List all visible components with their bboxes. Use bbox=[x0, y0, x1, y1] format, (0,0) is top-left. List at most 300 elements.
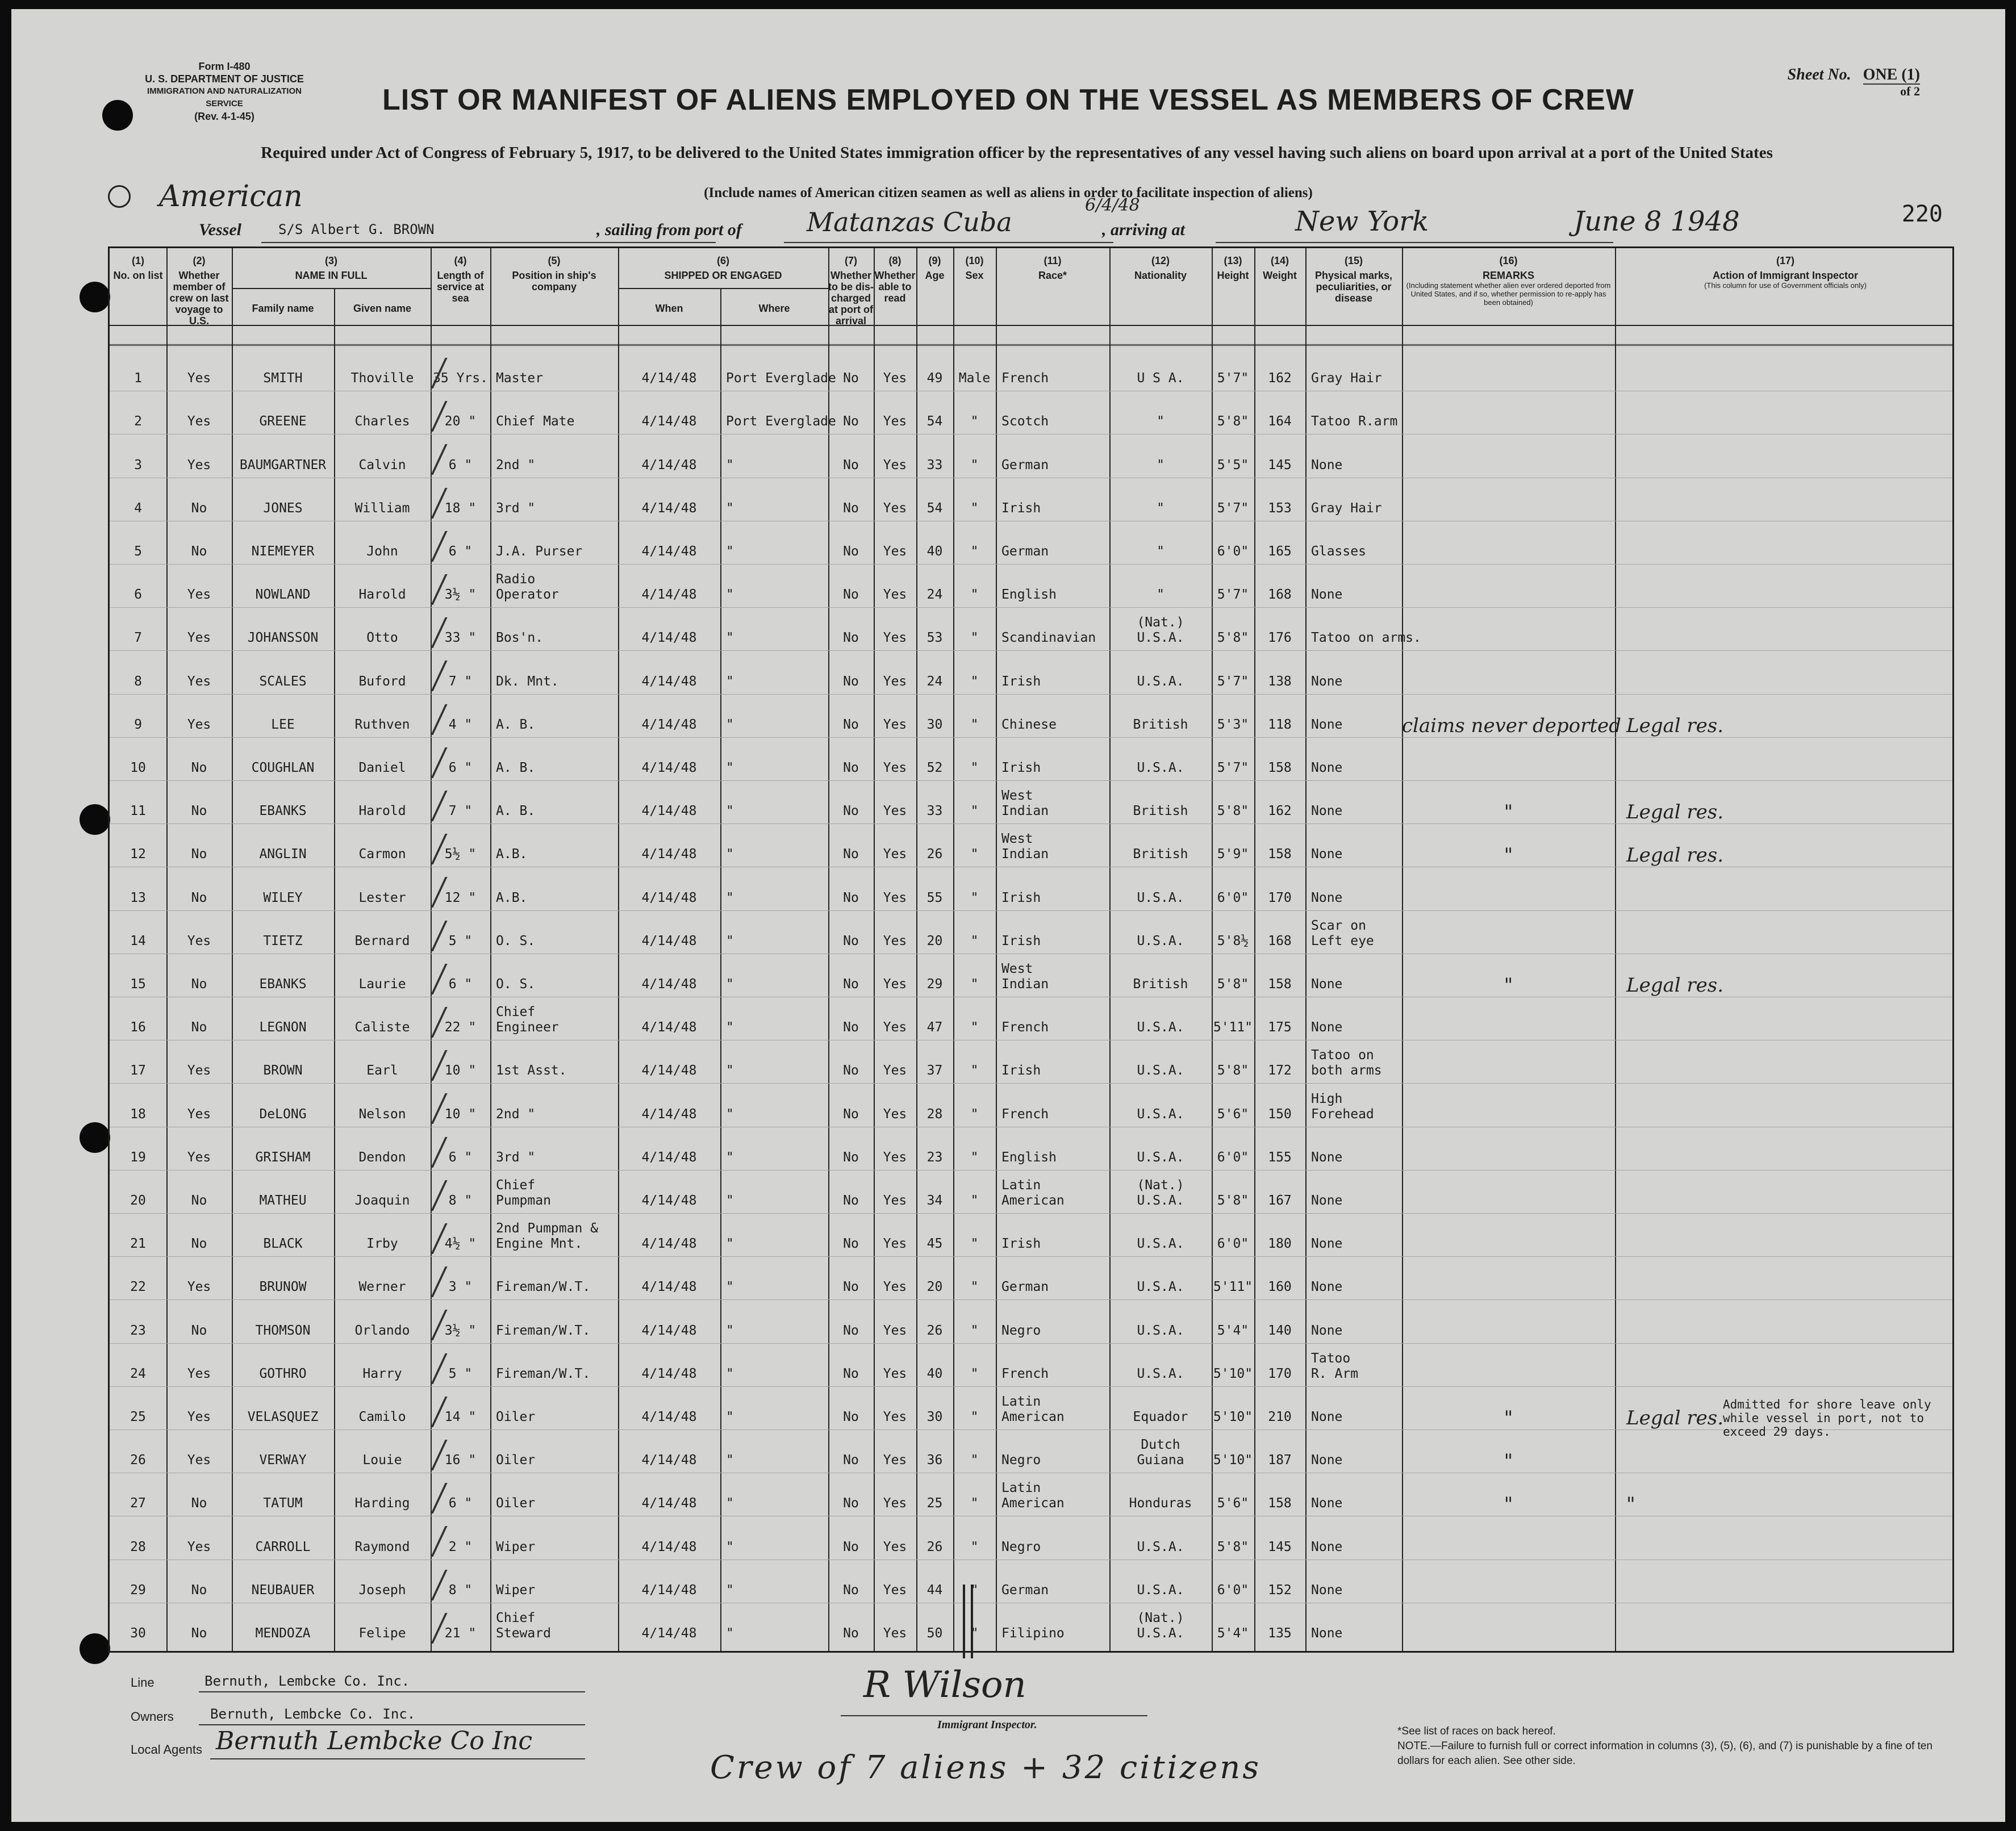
cell-height: 5'3" bbox=[1217, 717, 1249, 732]
cell-family: JONES bbox=[263, 500, 303, 516]
cell-where: " bbox=[726, 1626, 734, 1641]
cell-nat: U.S.A. bbox=[1137, 890, 1184, 905]
row-rule bbox=[110, 910, 1952, 911]
cell-weight: 158 bbox=[1268, 760, 1292, 775]
cell-age: 37 bbox=[926, 1063, 943, 1078]
cell-weight: 162 bbox=[1268, 371, 1292, 386]
cell-disch: No bbox=[843, 1063, 859, 1078]
cell-position: 2nd " bbox=[496, 457, 536, 473]
cell-no: 5 bbox=[134, 544, 142, 559]
column-header-c17 bbox=[1615, 255, 1956, 290]
cell-where: " bbox=[726, 1149, 734, 1165]
cell-sex: " bbox=[970, 414, 979, 429]
cell-where: " bbox=[726, 1323, 734, 1338]
cell-no: 13 bbox=[130, 890, 146, 905]
cell-no: 1 bbox=[134, 371, 142, 386]
cell-age: 54 bbox=[926, 500, 943, 516]
column-divider bbox=[1402, 248, 1403, 1651]
cell-given: Harold bbox=[358, 587, 406, 603]
cell-sex: " bbox=[970, 630, 979, 646]
cell-age: 24 bbox=[926, 587, 943, 603]
binder-hole bbox=[80, 1633, 110, 1664]
line-label: Line bbox=[131, 1675, 155, 1690]
cell-when: 4/14/48 bbox=[641, 1280, 697, 1295]
port-from: Matanzas Cuba bbox=[807, 207, 1012, 237]
cell-disch: No bbox=[843, 1453, 859, 1468]
cell-nat: U.S.A. bbox=[1137, 674, 1184, 689]
cell-no: 26 bbox=[130, 1453, 146, 1468]
cell-marks: None bbox=[1311, 1236, 1343, 1252]
cell-given: Buford bbox=[358, 674, 406, 689]
cell-given: Daniel bbox=[358, 760, 406, 775]
cell-remarks: " bbox=[1504, 1493, 1513, 1516]
cell-position: Fireman/W.T. bbox=[496, 1323, 591, 1338]
cell-weight: 170 bbox=[1268, 1366, 1292, 1381]
cell-no: 28 bbox=[130, 1539, 146, 1554]
cell-height: 5'10" bbox=[1213, 1410, 1253, 1424]
column-number: (12) bbox=[1151, 255, 1170, 266]
cell-race: Negro bbox=[1001, 1453, 1041, 1468]
column-number: (15) bbox=[1344, 255, 1363, 266]
column-label: Age bbox=[925, 270, 945, 281]
cell-age: 30 bbox=[926, 1410, 943, 1424]
column-sublabel-given: Given name bbox=[353, 303, 412, 314]
line-underline bbox=[199, 1691, 585, 1692]
cell-position: A. B. bbox=[496, 804, 536, 819]
cell-read: Yes bbox=[883, 1193, 907, 1208]
cell-position: Dk. Mnt. bbox=[496, 674, 559, 689]
cell-when: 4/14/48 bbox=[641, 760, 697, 775]
cell-where: " bbox=[726, 1582, 734, 1598]
cell-no: 7 bbox=[134, 630, 142, 646]
cell-family: NOWLAND bbox=[255, 587, 311, 603]
cell-service: 35 Yrs. bbox=[433, 371, 488, 386]
cell-race: German bbox=[1001, 1280, 1049, 1295]
cell-marks: None bbox=[1311, 587, 1343, 603]
cell-marks: None bbox=[1311, 1582, 1343, 1598]
cell-given: Irby bbox=[366, 1236, 398, 1252]
cell-no: 29 bbox=[130, 1582, 146, 1598]
cell-when: 4/14/48 bbox=[641, 1582, 697, 1598]
cell-height: 5'7" bbox=[1217, 371, 1249, 386]
cell-weight: 158 bbox=[1268, 977, 1292, 992]
port-to: New York bbox=[1295, 206, 1429, 237]
cell-service: 33 " bbox=[444, 630, 477, 646]
cell-weight: 175 bbox=[1268, 1020, 1292, 1035]
cell-marks: Gray Hair bbox=[1311, 500, 1382, 516]
column-number: (16) bbox=[1499, 255, 1518, 266]
cell-height: 5'8" bbox=[1217, 977, 1249, 992]
cell-read: Yes bbox=[883, 414, 907, 429]
cell-nat: U.S.A. bbox=[1137, 1366, 1184, 1381]
page-subtitle-note: (Include names of American citizen seamen as well as aliens in order to facilitate inspection of aliens) bbox=[704, 185, 1313, 200]
cell-given: Felipe bbox=[358, 1626, 406, 1641]
row-rule bbox=[110, 1386, 1952, 1387]
cell-marks: None bbox=[1311, 717, 1343, 732]
cell-height: 5'6" bbox=[1217, 1496, 1249, 1511]
cell-sex: " bbox=[970, 933, 979, 948]
cell-service: 5 " bbox=[448, 1366, 473, 1381]
column-divider bbox=[1305, 248, 1307, 1651]
agents-value: Bernuth Lembcke Co Inc bbox=[216, 1727, 533, 1755]
cell-family: TIETZ bbox=[263, 933, 303, 948]
cell-disch: No bbox=[843, 1280, 859, 1295]
cell-age: 24 bbox=[926, 674, 943, 689]
cell-no: 20 bbox=[130, 1193, 146, 1208]
cell-weight: 164 bbox=[1268, 414, 1292, 429]
cell-race: German bbox=[1001, 1582, 1049, 1598]
cell-age: 20 bbox=[926, 1280, 943, 1295]
cell-marks: None bbox=[1311, 1453, 1343, 1468]
cell-given: Calvin bbox=[358, 457, 406, 473]
cell-service: 6 " bbox=[448, 544, 473, 559]
cell-height: 5'8" bbox=[1217, 1063, 1249, 1078]
column-header-c2 bbox=[166, 255, 232, 327]
cell-nat: U.S.A. bbox=[1137, 1063, 1184, 1078]
cell-service: 3½ " bbox=[444, 1323, 477, 1338]
column-divider bbox=[996, 248, 997, 1651]
column-header-c15 bbox=[1305, 255, 1402, 304]
cell-read: Yes bbox=[883, 1149, 907, 1165]
service-name: IMMIGRATION AND NATURALIZATION SERVICE bbox=[147, 86, 302, 108]
cell-race: Scotch bbox=[1001, 414, 1049, 429]
column-header-c6 bbox=[618, 255, 828, 281]
cell-disch: No bbox=[843, 890, 859, 905]
cell-given: William bbox=[354, 500, 410, 516]
column-label: Whether member of crew on last voyage to U.S. bbox=[169, 270, 229, 327]
cell-race: West Indian bbox=[1001, 831, 1049, 862]
cell-family: JOHANSSON bbox=[247, 630, 319, 646]
owners-label: Owners bbox=[131, 1709, 174, 1724]
cell-sex: " bbox=[970, 717, 979, 732]
revision: (Rev. 4-1-45) bbox=[194, 111, 254, 122]
crew-count-note: Crew of 7 aliens + 32 citizens bbox=[710, 1749, 1262, 1786]
cell-nat: U.S.A. bbox=[1137, 1582, 1184, 1598]
cell-family: EBANKS bbox=[259, 804, 307, 819]
cell-weight: 210 bbox=[1268, 1410, 1292, 1424]
cell-position: J.A. Purser bbox=[496, 544, 583, 559]
cell-when: 4/14/48 bbox=[641, 804, 697, 819]
cell-sex: " bbox=[970, 1063, 979, 1078]
cell-read: Yes bbox=[883, 544, 907, 559]
column-header-c7 bbox=[828, 255, 874, 327]
cell-sex: " bbox=[970, 1193, 979, 1208]
cell-last: No bbox=[191, 500, 207, 516]
row-rule bbox=[110, 1429, 1952, 1430]
cell-no: 16 bbox=[130, 1020, 146, 1035]
cell-marks: High Forehead bbox=[1311, 1091, 1374, 1122]
cell-sex: " bbox=[970, 1496, 979, 1511]
cell-remarks: claims never deported bbox=[1402, 714, 1621, 737]
cell-disch: No bbox=[843, 1106, 859, 1122]
cell-last: Yes bbox=[187, 1539, 211, 1554]
cell-height: 6'0" bbox=[1217, 544, 1249, 559]
cell-marks: None bbox=[1311, 457, 1343, 473]
cell-when: 4/14/48 bbox=[641, 1063, 697, 1078]
cell-age: 36 bbox=[926, 1453, 943, 1468]
cell-marks: None bbox=[1311, 890, 1343, 905]
cell-service: 7 " bbox=[448, 674, 473, 689]
cell-age: 53 bbox=[926, 630, 943, 646]
cell-sex: " bbox=[970, 1323, 979, 1338]
cell-marks: Tatoo R.arm bbox=[1311, 414, 1398, 429]
cell-race: Irish bbox=[1001, 933, 1041, 948]
cell-race: English bbox=[1001, 1149, 1057, 1165]
column-sublabel-family: Family name bbox=[252, 303, 314, 314]
cell-marks: None bbox=[1311, 977, 1343, 992]
binder-hole bbox=[80, 282, 110, 312]
cell-height: 5'7" bbox=[1217, 674, 1249, 689]
cell-when: 4/14/48 bbox=[641, 847, 697, 862]
cell-family: ANGLIN bbox=[259, 847, 307, 862]
cell-action: Legal res. bbox=[1626, 1407, 1724, 1429]
column-number: (5) bbox=[548, 255, 561, 266]
cell-given: Lester bbox=[358, 890, 406, 905]
cell-age: 20 bbox=[926, 933, 943, 948]
cell-last: No bbox=[191, 544, 207, 559]
cell-family: MATHEU bbox=[259, 1193, 307, 1208]
cell-when: 4/14/48 bbox=[641, 371, 697, 386]
cell-marks: Gray Hair bbox=[1311, 371, 1382, 386]
page-number: 220 bbox=[1901, 201, 1943, 227]
cell-position: Wiper bbox=[496, 1539, 536, 1554]
cell-no: 14 bbox=[130, 933, 146, 948]
cell-sex: " bbox=[970, 1539, 979, 1554]
cell-age: 26 bbox=[926, 1323, 943, 1338]
cell-weight: 150 bbox=[1268, 1106, 1292, 1122]
cell-weight: 145 bbox=[1268, 1539, 1292, 1554]
cell-age: 23 bbox=[926, 1149, 943, 1165]
cell-position: O. S. bbox=[496, 933, 536, 948]
column-header-c11 bbox=[996, 255, 1109, 281]
cell-family: NIEMEYER bbox=[251, 544, 315, 559]
column-label: Height bbox=[1217, 270, 1249, 281]
inspector-label: Immigrant Inspector. bbox=[937, 1719, 1037, 1731]
cell-weight: 176 bbox=[1268, 630, 1292, 646]
cell-disch: No bbox=[843, 500, 859, 516]
cell-position: Wiper bbox=[496, 1582, 536, 1598]
crew-manifest-table bbox=[108, 246, 1954, 1653]
cell-last: Yes bbox=[187, 457, 211, 473]
cell-sex: " bbox=[970, 1020, 979, 1035]
cell-when: 4/14/48 bbox=[641, 414, 697, 429]
column-sublabel-when: When bbox=[655, 303, 683, 314]
cell-service: 2 " bbox=[448, 1539, 473, 1554]
cell-sex: " bbox=[970, 847, 979, 862]
cell-no: 9 bbox=[134, 717, 142, 732]
cell-remarks: " bbox=[1504, 974, 1513, 997]
cell-no: 4 bbox=[134, 500, 142, 516]
cell-disch: No bbox=[843, 414, 859, 429]
row-rule bbox=[110, 1083, 1952, 1084]
cell-given: Earl bbox=[366, 1063, 398, 1078]
cell-age: 33 bbox=[926, 457, 943, 473]
cell-age: 50 bbox=[926, 1626, 943, 1641]
agents-label: Local Agents bbox=[131, 1742, 202, 1757]
cell-disch: No bbox=[843, 1366, 859, 1381]
cell-age: 40 bbox=[926, 544, 943, 559]
cell-when: 4/14/48 bbox=[641, 587, 697, 603]
column-sublabel: (Including statement whether alien ever ordered deported from United States, and if so, whether permission to re-apply has been obtained) bbox=[1406, 281, 1611, 307]
column-label: Action of Immigrant Inspector bbox=[1712, 270, 1859, 281]
cell-given: Laurie bbox=[358, 977, 406, 992]
cell-when: 4/14/48 bbox=[641, 717, 697, 732]
cell-family: COUGHLAN bbox=[251, 760, 315, 775]
column-label: Physical marks, peculiarities, or disease bbox=[1314, 270, 1393, 304]
cell-position: 1st Asst. bbox=[496, 1063, 567, 1078]
cell-disch: No bbox=[843, 933, 859, 948]
cell-where: " bbox=[726, 933, 734, 948]
cell-sex: " bbox=[970, 890, 979, 905]
owners-underline bbox=[199, 1724, 585, 1725]
cell-height: 6'0" bbox=[1217, 1582, 1249, 1598]
cell-where: " bbox=[726, 1063, 734, 1078]
cell-height: 5'10" bbox=[1213, 1453, 1253, 1468]
cell-disch: No bbox=[843, 1193, 859, 1208]
cell-sex: " bbox=[970, 544, 979, 559]
cell-disch: No bbox=[843, 457, 859, 473]
cell-height: 5'7" bbox=[1217, 500, 1249, 516]
cell-read: Yes bbox=[883, 630, 907, 646]
cell-marks: None bbox=[1311, 1496, 1343, 1511]
cell-age: 30 bbox=[926, 717, 943, 732]
cell-position: 3rd " bbox=[496, 1149, 536, 1165]
cell-height: 5'8" bbox=[1217, 630, 1249, 646]
cell-no: 19 bbox=[130, 1149, 146, 1165]
cell-given: Dendon bbox=[358, 1149, 406, 1165]
sailing-label: , sailing from port of bbox=[596, 220, 742, 239]
column-label: Length of service at sea bbox=[436, 270, 485, 304]
cell-read: Yes bbox=[883, 587, 907, 603]
column-label: NAME IN FULL bbox=[295, 270, 368, 281]
cell-last: No bbox=[191, 1193, 207, 1208]
cell-age: 44 bbox=[926, 1582, 943, 1598]
cell-disch: No bbox=[843, 587, 859, 603]
cell-where: " bbox=[726, 804, 734, 819]
cell-service: 18 " bbox=[444, 500, 477, 516]
cell-last: Yes bbox=[187, 371, 211, 386]
cell-disch: No bbox=[843, 1149, 859, 1165]
cell-nat: U.S.A. bbox=[1137, 1106, 1184, 1122]
cell-where: " bbox=[726, 1496, 734, 1511]
cell-read: Yes bbox=[883, 760, 907, 775]
cell-weight: 135 bbox=[1268, 1626, 1292, 1641]
cell-weight: 140 bbox=[1268, 1323, 1292, 1338]
page-title: LIST OR MANIFEST OF ALIENS EMPLOYED ON THE VESSEL AS MEMBERS OF CREW bbox=[382, 83, 1634, 116]
line-value: Bernuth, Lembcke Co. Inc. bbox=[204, 1673, 410, 1689]
cell-nat: British bbox=[1133, 717, 1188, 732]
cell-last: Yes bbox=[187, 1149, 211, 1165]
signature-underline bbox=[841, 1715, 1147, 1716]
cell-last: No bbox=[191, 890, 207, 905]
cell-disch: No bbox=[843, 1410, 859, 1424]
cell-last: No bbox=[191, 1236, 207, 1252]
cell-no: 23 bbox=[130, 1323, 146, 1338]
cell-race: Chinese bbox=[1001, 717, 1057, 732]
cell-family: GRISHAM bbox=[255, 1149, 311, 1165]
cell-family: BRUNOW bbox=[259, 1280, 307, 1295]
department: U. S. DEPARTMENT OF JUSTICE bbox=[145, 73, 304, 85]
row-rule bbox=[110, 1343, 1952, 1344]
cell-age: 47 bbox=[926, 1020, 943, 1035]
cell-given: Otto bbox=[366, 630, 398, 646]
cell-height: 5'8" bbox=[1217, 1193, 1249, 1208]
cell-disch: No bbox=[843, 717, 859, 732]
cell-sex: " bbox=[970, 587, 979, 603]
cell-height: 6'0" bbox=[1217, 1236, 1249, 1252]
manifest-footer bbox=[108, 1653, 1954, 1822]
cell-weight: 172 bbox=[1268, 1063, 1292, 1078]
cell-last: No bbox=[191, 804, 207, 819]
cell-race: Scandinavian bbox=[1001, 630, 1096, 646]
cell-nat: (Nat.) U.S.A. bbox=[1137, 615, 1184, 646]
cell-position: Fireman/W.T. bbox=[496, 1280, 591, 1295]
cell-weight: 152 bbox=[1268, 1582, 1292, 1598]
cell-race: German bbox=[1001, 457, 1049, 473]
cell-service: 12 " bbox=[444, 890, 477, 905]
cell-where: Port Everglade bbox=[726, 414, 836, 429]
cell-marks: None bbox=[1311, 1626, 1343, 1641]
cell-family: SMITH bbox=[263, 371, 303, 386]
cell-family: SCALES bbox=[259, 674, 307, 689]
cell-marks: Scar on Left eye bbox=[1311, 918, 1374, 948]
cell-age: 25 bbox=[926, 1496, 943, 1511]
cell-last: No bbox=[191, 1323, 207, 1338]
column-divider bbox=[490, 248, 491, 1651]
cell-where: " bbox=[726, 847, 734, 862]
cell-when: 4/14/48 bbox=[641, 500, 697, 516]
cell-height: 5'8" bbox=[1217, 804, 1249, 819]
cell-nat: U.S.A. bbox=[1137, 1149, 1184, 1165]
inspector-signature: R Wilson bbox=[863, 1664, 1026, 1706]
cell-given: John bbox=[366, 544, 398, 559]
cell-family: BAUMGARTNER bbox=[239, 457, 327, 473]
column-number: (10) bbox=[965, 255, 984, 266]
cell-disch: No bbox=[843, 1626, 859, 1641]
vessel-label: Vessel bbox=[199, 220, 241, 239]
cell-no: 8 bbox=[134, 674, 142, 689]
cell-family: TATUM bbox=[263, 1496, 303, 1511]
row-rule bbox=[110, 1256, 1952, 1257]
cell-height: 5'4" bbox=[1217, 1323, 1249, 1338]
column-label: Position in ship's company bbox=[512, 270, 596, 292]
cell-weight: 145 bbox=[1268, 457, 1292, 473]
cell-read: Yes bbox=[883, 1236, 907, 1252]
column-label: No. on list bbox=[113, 270, 163, 281]
cell-no: 12 bbox=[130, 847, 146, 862]
cell-disch: No bbox=[843, 1582, 859, 1598]
column-header-c5 bbox=[490, 255, 618, 292]
cell-height: 6'0" bbox=[1217, 890, 1249, 905]
cell-given: Harry bbox=[362, 1366, 402, 1381]
cell-no: 3 bbox=[134, 457, 142, 473]
cell-family: THOMSON bbox=[255, 1323, 311, 1338]
cell-sex: " bbox=[970, 760, 979, 775]
cell-given: Charles bbox=[354, 414, 410, 429]
cell-read: Yes bbox=[883, 717, 907, 732]
cell-position: O. S. bbox=[496, 977, 536, 992]
cell-given: Harold bbox=[358, 804, 406, 819]
cell-age: 26 bbox=[926, 1539, 943, 1554]
column-header-c9 bbox=[916, 255, 953, 281]
cell-given: Joseph bbox=[358, 1582, 406, 1598]
cell-position: 2nd " bbox=[496, 1106, 536, 1122]
cell-last: No bbox=[191, 1626, 207, 1641]
cell-sex: " bbox=[970, 457, 979, 473]
cell-given: Nelson bbox=[358, 1106, 406, 1122]
shipped-subcolumn-divider bbox=[720, 288, 721, 1651]
cell-disch: No bbox=[843, 1539, 859, 1554]
